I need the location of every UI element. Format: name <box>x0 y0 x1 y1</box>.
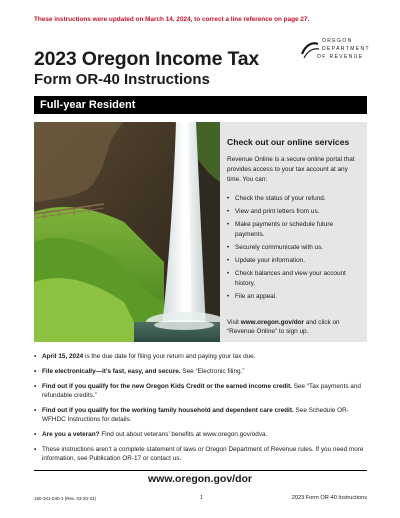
update-notice: These instructions were updated on March 14, 2024, to correct a line reference on page 27. <box>34 16 310 23</box>
key-point-item: • Find out if you qualify for the new Oregon Kids Credit or the earned income credit. See “Tax payments and refundable credits.” <box>34 383 361 399</box>
services-list-item: • Make payments or schedule future payments. <box>227 221 334 238</box>
banner-label: Full-year Resident <box>40 99 136 111</box>
services-list-item: • View and print letters from us. <box>227 208 320 215</box>
bullet-icon: • <box>34 407 37 414</box>
bullet-icon: • <box>227 195 230 202</box>
website-link[interactable]: www.oregon.gov/dor <box>147 473 253 485</box>
waterfall-photo <box>34 122 220 342</box>
services-visit-text: Visit www.oregon.gov/dor and click on “Revenue Online” to sign up. <box>227 319 340 335</box>
bullet-icon: • <box>34 431 37 438</box>
bullet-icon: • <box>34 368 37 375</box>
bullet-icon: • <box>34 446 37 453</box>
waterfall-illustration <box>34 122 220 342</box>
key-point-item: • Are you a veteran? Find out about veterans’ benefits at www.oregon.gov/odva. <box>34 431 268 438</box>
services-list <box>227 194 363 305</box>
services-list-item: • Check balances and view your account history. <box>227 270 346 287</box>
key-point-item: • File electronically—it’s fast, easy, and secure. See “Electronic filing.” <box>34 368 245 375</box>
online-services-box <box>220 122 367 342</box>
services-heading: Check out our online services <box>227 137 350 147</box>
key-point-item: • These instructions aren’t a complete statement of laws or Oregon Department of Revenue rules. If you need more information, see Publication OR-17 or contact us. <box>34 446 364 462</box>
bullet-icon: • <box>227 257 230 264</box>
key-point-item: • April 15, 2024 is the due date for filing your return and paying your tax due. <box>34 353 256 360</box>
logo-line-department: DEPARTMENT <box>322 46 370 52</box>
bullet-icon: • <box>227 221 230 228</box>
footer-form-title: 2023 Form OR-40 Instructions <box>291 495 367 501</box>
services-list-item: • Check the status of your refund. <box>227 195 326 202</box>
bullet-icon: • <box>227 208 230 215</box>
bullet-icon: • <box>227 270 230 277</box>
logo-line-of-revenue: OF REVENUE <box>317 54 364 60</box>
services-list-item: • File an appeal. <box>227 293 277 300</box>
footer-divider <box>34 470 367 471</box>
bullet-icon: • <box>34 383 37 390</box>
bullet-icon: • <box>227 293 230 300</box>
bullet-icon: • <box>34 353 37 360</box>
section-banner <box>34 96 367 114</box>
bullet-icon: • <box>227 244 230 251</box>
revenue-online-link[interactable]: www.oregon.gov/dor <box>240 319 305 326</box>
key-point-item: • Find out if you qualify for the working family household and dependent care credit. See Schedule OR-WFHDC Instructions for details. <box>34 407 349 423</box>
services-list-item: • Update your information. <box>227 257 305 264</box>
key-points-list <box>34 352 368 469</box>
services-list-item: • Securely communicate with us. <box>227 244 324 251</box>
logo-line-oregon: OREGON <box>322 38 353 44</box>
page-subtitle: Form OR-40 Instructions <box>34 71 210 88</box>
page-title: 2023 Oregon Income Tax <box>34 48 259 70</box>
services-intro: Revenue Online is a secure online portal that provides access to your tax account at any time. You can: <box>227 156 355 183</box>
oregon-dor-logo <box>300 38 372 68</box>
page-number: 1 <box>200 495 204 501</box>
form-revision-code: 150-101-040-1 (Rev. 03-20-24) <box>34 496 96 501</box>
